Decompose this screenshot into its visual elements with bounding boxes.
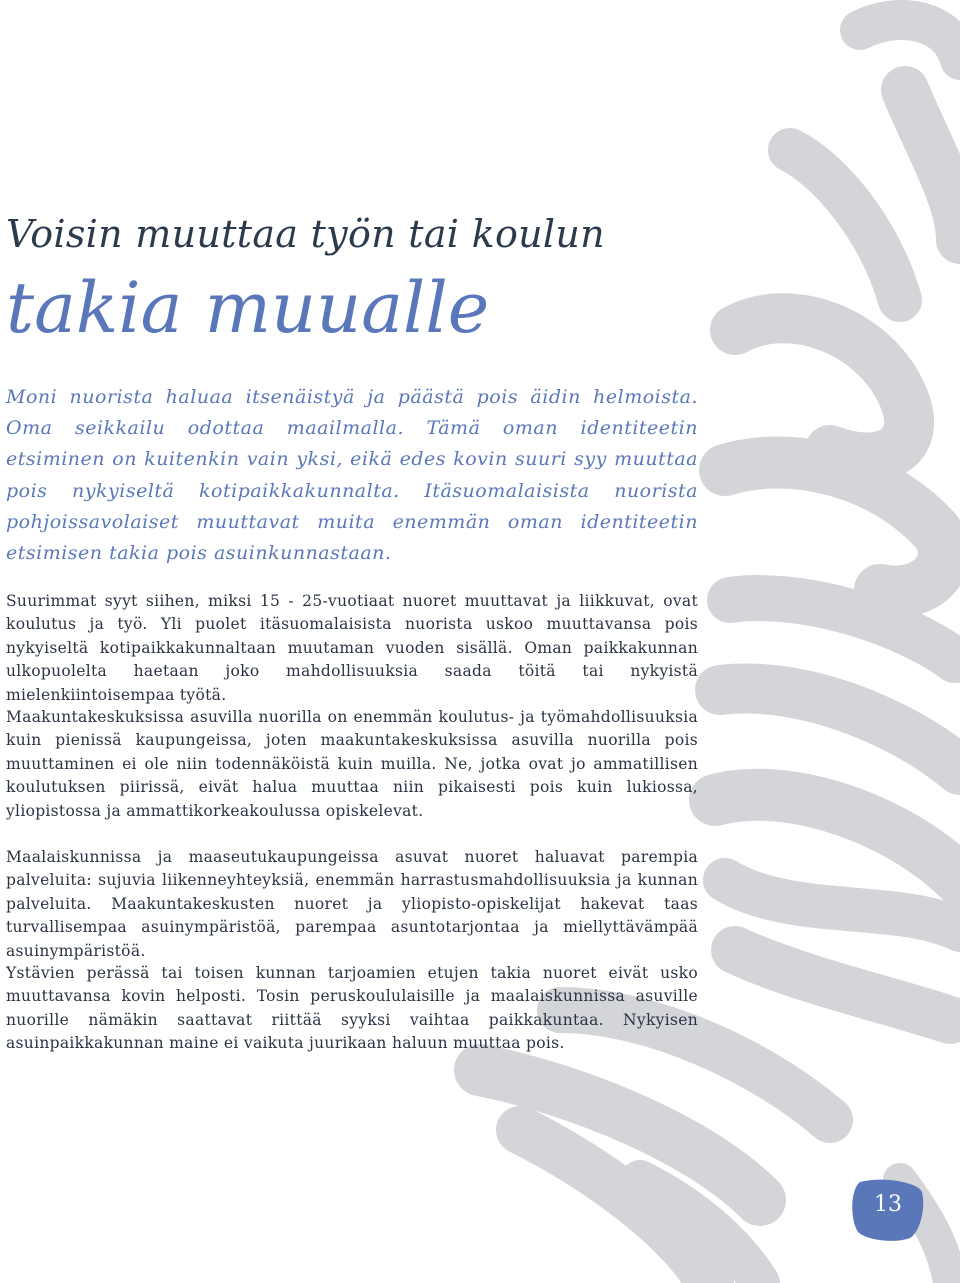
- title-line-2: takia muualle: [6, 267, 490, 349]
- page-number: 13: [874, 1192, 902, 1217]
- body-paragraph-4: Ystävien perässä tai toisen kunnan tarjoamien etujen takia nuoret eivät usko muuttavansa kovin helposti. Tosin peruskoululaisille ja maalaiskunnissa asuville nuorille nämäkin saattavat riittää syyksi vaihtaa paikkakuntaa. Nykyisen asuinpaikkakunnan maine ei vaikuta juurikaan haluun muuttaa pois.: [6, 964, 698, 1053]
- body-paragraph-1: Suurimmat syyt siihen, miksi 15 - 25-vuotiaat nuoret muuttavat ja liikkuvat, ovat koulutus ja työ. Yli puolet itäsuomalaisista nuorista uskoo muuttavansa pois nykyiseltä kotipaikkakunnaltaan muutaman vuoden sisällä. Oman paikkakunnan ulkopuolelta haetaan joko mahdollisuuksia saada töitä tai nykyistä mielenkiintoisempaa työtä.: [6, 592, 698, 704]
- body-paragraph-3: Maalaiskunnissa ja maaseutukaupungeissa asuvat nuoret haluavat parempia palveluita: sujuvia liikenneyhteyksiä, enemmän harrastusmahdollisuuksia ja kunnan palveluita. Maakuntakeskusten nuoret ja yliopisto-opiskelijat hakevat taas turvallisempaa asuinympäristöä, parempaa asuntotarjontaa ja miellyttävämpää asuinympäristöä.: [6, 848, 698, 960]
- lead-paragraph: Moni nuorista haluaa itsenäistyä ja päästä pois äidin helmoista. Oma seikkailu odottaa maailmalla. Tämä oman identiteetin etsiminen on kuitenkin vain yksi, eikä edes kovin suuri syy muuttaa pois nykyiseltä kotipaikkakunnalta. Itäsuomalaisista nuorista pohjoissavolaiset muuttavat muita enemmän oman identiteetin etsimisen takia pois asuinkunnastaan.: [6, 386, 698, 565]
- page-title: [6, 208, 726, 354]
- body-paragraph-2: Maakuntakeskuksissa asuvilla nuorilla on enemmän koulutus- ja työmahdollisuuksia kuin pienissä kaupungeissa, joten maakuntakeskuksissa asuvilla nuorilla pois muuttaminen ei ole niin todennäköistä kuin muilla. Ne, jotka ovat jo ammatillisen koulutuksen piirissä, eivät halua muuttaa niin pikaisesti pois kuin lukiossa, yliopistossa ja ammattikorkeakoulussa opiskelevat.: [6, 708, 698, 820]
- title-line-1: Voisin muuttaa työn tai koulun: [6, 212, 605, 256]
